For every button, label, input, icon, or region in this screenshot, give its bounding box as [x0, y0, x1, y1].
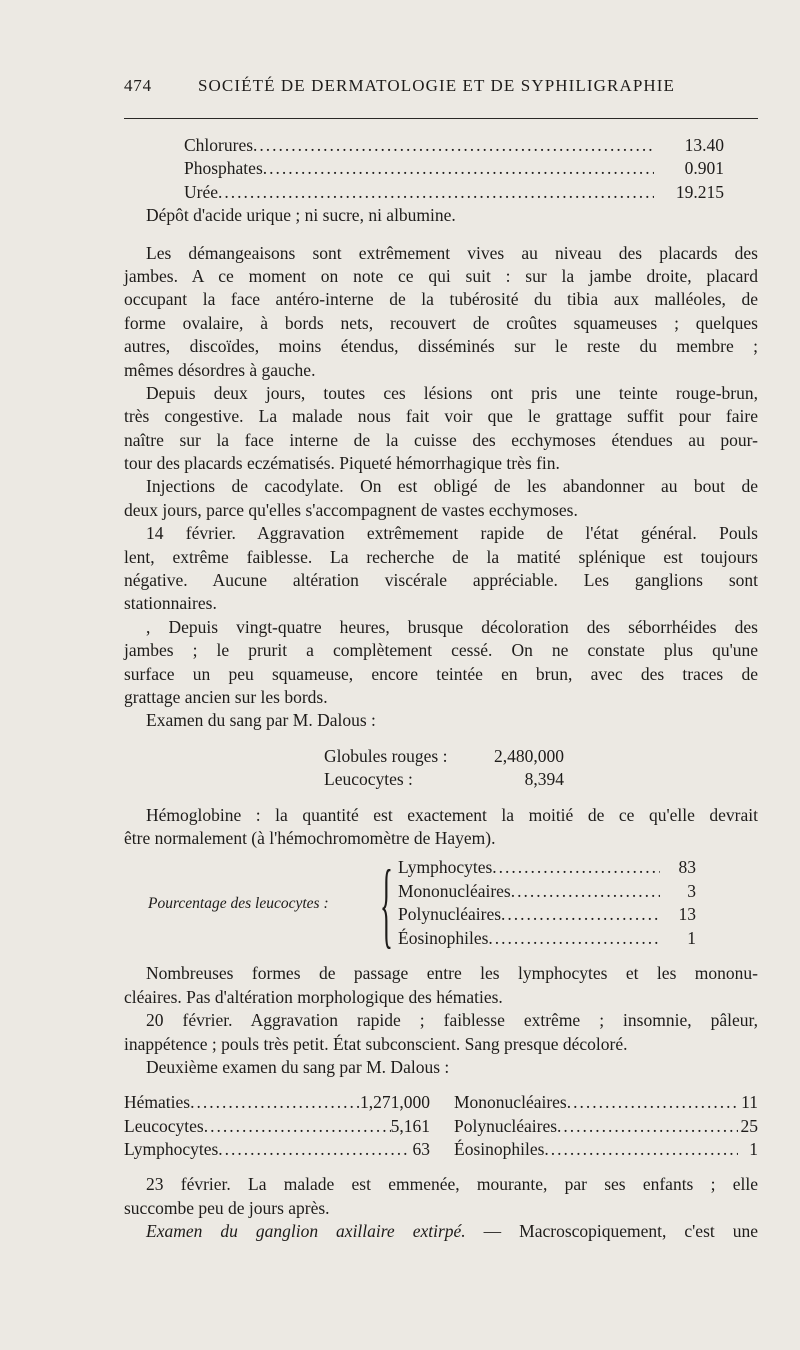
second-blood-exam-heading: Deuxième examen du sang par M. Dalous :	[146, 1056, 450, 1077]
urine-row: Phosphates ..... 0.901	[184, 157, 724, 180]
blood-counts-first	[324, 745, 564, 792]
blood-exam-heading: Examen du sang par M. Dalous :	[146, 710, 376, 731]
urine-row: Urée ..... 19.215	[184, 181, 724, 204]
paragraph-hemoglobin: Hémoglobine : la quantité est exactement la moitié de ce qu'elle devrait être normalement (à l'hémochromomètre de Hayem).	[124, 804, 758, 848]
blood-counts-second	[124, 1091, 758, 1161]
paragraph-transition-forms: Nombreuses formes de passage entre les lymphocytes et les mononu- cléaires. Pas d'altération morphologique des hématies.	[124, 963, 758, 1007]
paragraph-injections: Injections de cacodylate. On est obligé de les abandonner au bout de deux jours, parce qu'elles s'accompagnent de vastes ecchymoses.	[124, 476, 758, 520]
urine-note: Dépôt d'acide urique ; ni sucre, ni albumine.	[146, 205, 456, 226]
blood-row: Globules rouges : 2,480,000	[324, 745, 564, 766]
paragraph-ganglion-exam: Examen du ganglion axillaire extirpé. — Macroscopiquement, c'est une	[146, 1221, 759, 1242]
leuco-row: Mononucléaires ..... 3	[398, 880, 696, 903]
brace: {	[380, 850, 393, 958]
paragraph-itching: Les démangeaisons sont extrêmement vives au niveau des placards des jambes. A ce moment on note ce qui suit : sur la jambe droite, placard occupant la face antéro-interne de la tubérosité du tibia aux malléoles, de forme ovalaire, à bords nets, recouvert de croûtes squameuses ; quelques autres, discoïdes, moins étendus, disséminés sur le reste du membre ; mêmes désordres à gauche.	[124, 242, 758, 380]
paragraph-two-days: Depuis deux jours, toutes ces lésions ont pris une teinte rouge-brun, très congestive. La malade nous fait voir que le grattage suffit pour faire naître sur la face interne de la cuisse des ecchymoses étendues au pour- tour des placards eczématisés. Piqueté hémorrhagique très fin.	[124, 382, 758, 474]
paragraph-discoloration: , Depuis vingt-quatre heures, brusque décoloration des séborrhéides des jambes ; le prurit a complètement cessé. On ne constate plus qu'une surface un peu squameuse, encore teintée en brun, avec des traces de grattage ancien sur les bords.	[124, 616, 758, 707]
blood2-row: Lymphocytes ..... 63	[124, 1138, 430, 1161]
leuco-row: Lymphocytes ..... 83	[398, 856, 696, 879]
blood2-row: Polynucléaires ..... 25	[454, 1115, 758, 1138]
blood2-row: Éosinophiles ..... 1	[454, 1138, 758, 1161]
blood2-row: Hématies ..... 1,271,000	[124, 1091, 430, 1114]
paragraph-20-february: 20 février. Aggravation rapide ; faiblesse extrême ; insomnie, pâleur, inappétence ; pouls très petit. État subconscient. Sang presque décoloré.	[124, 1010, 758, 1054]
blood2-row: Leucocytes ..... 5,161	[124, 1115, 430, 1138]
urine-row: Chlorures ..... 13.40	[184, 134, 724, 157]
page-number: 474	[124, 76, 152, 95]
running-title: SOCIÉTÉ DE DERMATOLOGIE ET DE SYPHILIGRAPHIE	[198, 76, 676, 95]
urine-analysis-table	[184, 134, 724, 204]
blood-row: Leucocytes : 8,394	[324, 769, 564, 790]
leucocyte-caption: Pourcentage des leucocytes :	[148, 895, 329, 913]
header-rule	[124, 118, 758, 119]
blood2-row: Mononucléaires ..... 11	[454, 1091, 758, 1114]
leuco-row: Éosinophiles ..... 1	[398, 927, 696, 950]
paragraph-23-february: 23 février. La malade est emmenée, mourante, par ses enfants ; elle succombe peu de jours après.	[124, 1174, 758, 1218]
leucocyte-percentages	[124, 850, 758, 958]
leuco-row: Polynucléaires ..... 13	[398, 903, 696, 926]
page-body	[124, 134, 758, 1244]
paragraph-14-february: 14 février. Aggravation extrêmement rapide de l'état général. Pouls lent, extrême faiblesse. La recherche de la matité splénique est toujours négative. Aucune altération viscérale appréciable. Les ganglions sont stationnaires.	[124, 523, 758, 614]
